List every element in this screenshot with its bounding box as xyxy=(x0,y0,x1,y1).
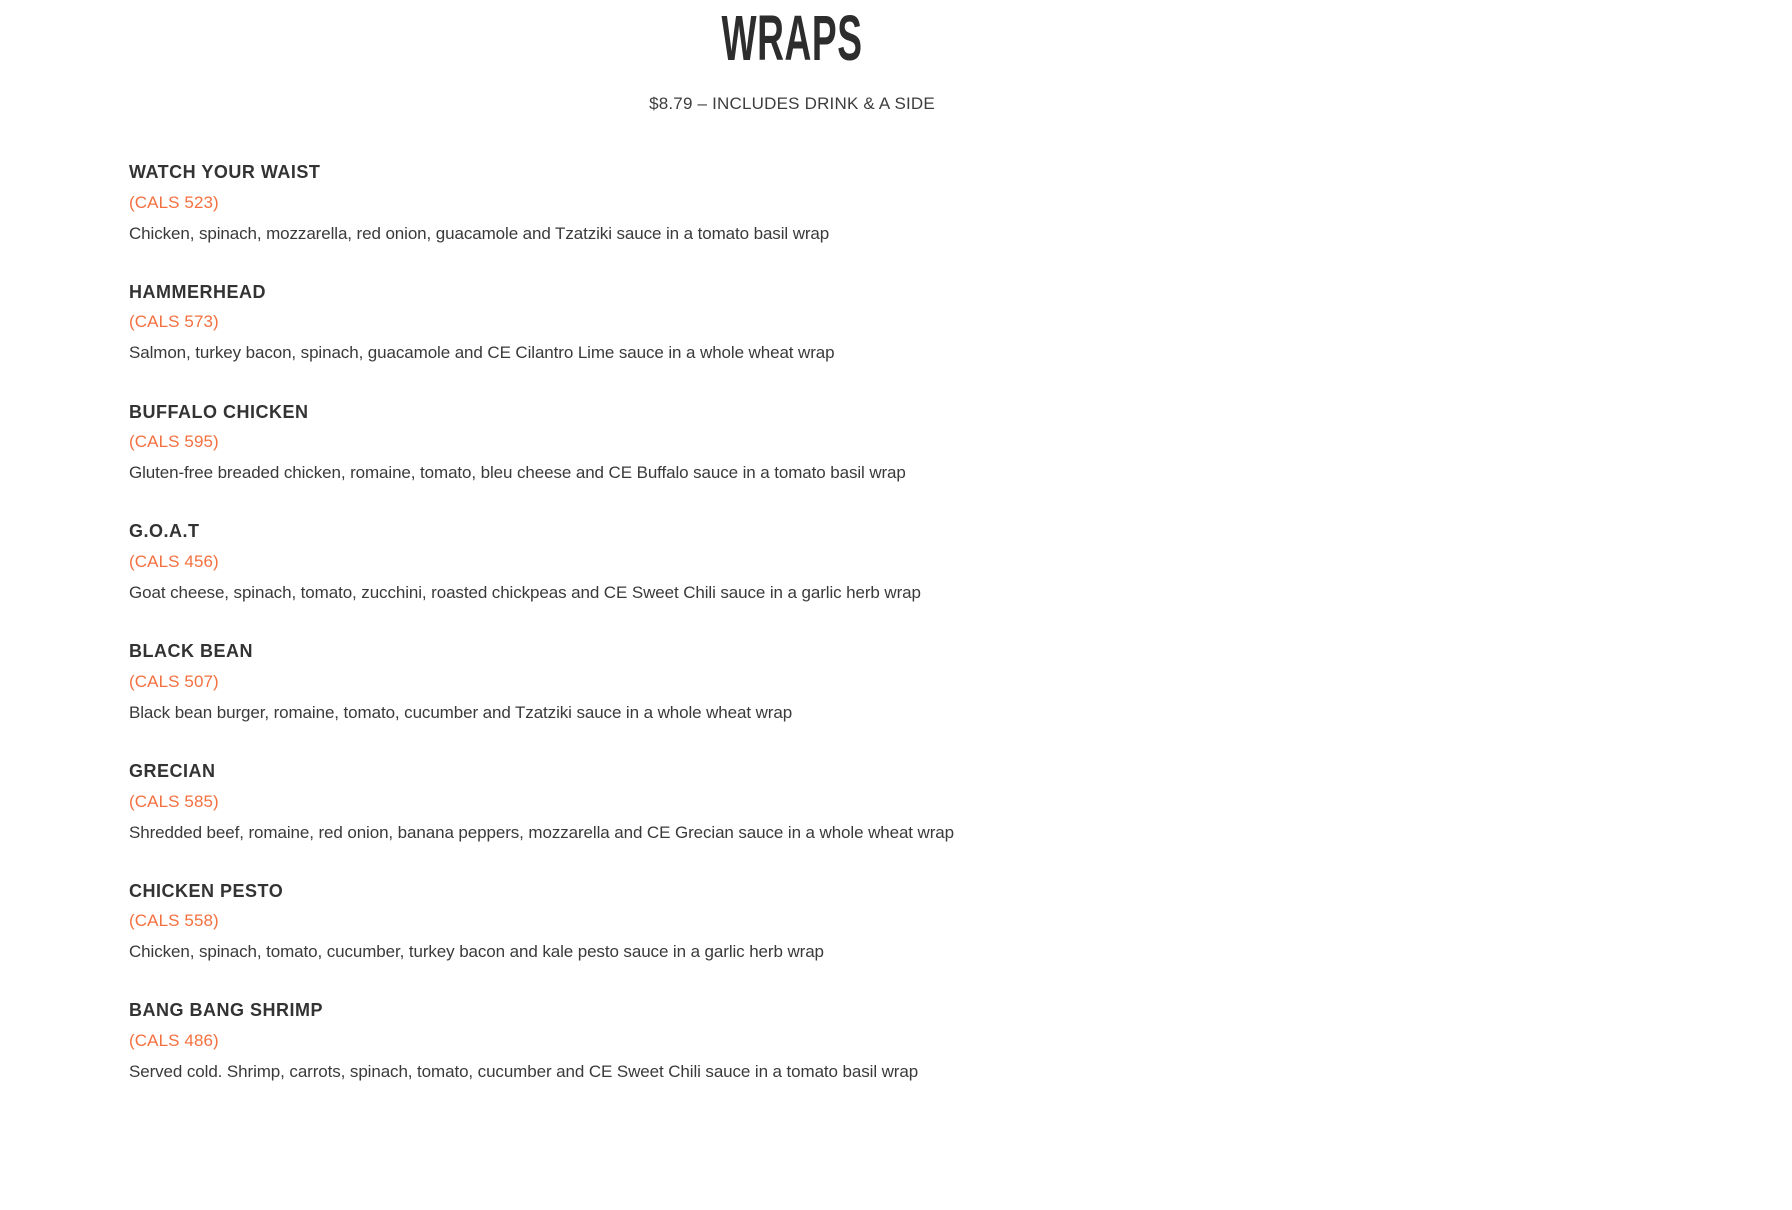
menu-header xyxy=(129,2,1455,114)
menu-item xyxy=(129,881,1455,964)
menu-item-description: Salmon, turkey bacon, spinach, guacamole and CE Cilantro Lime sauce in a whole wheat wrap xyxy=(129,343,835,363)
menu-item-name: CHICKEN PESTO xyxy=(129,880,284,901)
menu-item-calories: (CALS 507) xyxy=(129,671,219,691)
menu-item xyxy=(129,402,1455,485)
menu-item-description: Shredded beef, romaine, red onion, banana peppers, mozzarella and CE Grecian sauce in a whole wheat wrap xyxy=(129,822,954,842)
menu-item-description: Served cold. Shrimp, carrots, spinach, tomato, cucumber and CE Sweet Chili sauce in a tomato basil wrap xyxy=(129,1062,919,1082)
menu-item xyxy=(129,521,1455,604)
menu-item xyxy=(129,761,1455,844)
menu-item-name: BANG BANG SHRIMP xyxy=(129,1000,324,1021)
menu-item xyxy=(129,641,1455,724)
menu-item-description: Gluten-free breaded chicken, romaine, tomato, bleu cheese and CE Buffalo sauce in a tomato basil wrap xyxy=(129,463,906,483)
menu-item-calories: (CALS 456) xyxy=(129,551,219,571)
menu-item-description: Black bean burger, romaine, tomato, cucumber and Tzatziki sauce in a whole wheat wrap xyxy=(129,702,793,722)
menu-item-calories: (CALS 558) xyxy=(129,911,219,931)
menu-item-calories: (CALS 573) xyxy=(129,312,219,332)
menu-item-calories: (CALS 595) xyxy=(129,432,219,452)
menu-subtitle: $8.79 – INCLUDES DRINK & A SIDE xyxy=(649,94,935,113)
menu-item-calories: (CALS 585) xyxy=(129,791,219,811)
menu-item-name: GRECIAN xyxy=(129,760,216,781)
menu-item-name: BUFFALO CHICKEN xyxy=(129,401,309,422)
menu-item-name: G.O.A.T xyxy=(129,521,200,542)
menu-item xyxy=(129,282,1455,365)
menu-item-name: HAMMERHEAD xyxy=(129,281,266,302)
menu-item-description: Chicken, spinach, tomato, cucumber, turkey bacon and kale pesto sauce in a garlic herb wrap xyxy=(129,942,824,962)
menu-item xyxy=(129,1000,1455,1083)
menu-items-list xyxy=(129,162,1455,1083)
menu-item-name: BLACK BEAN xyxy=(129,641,253,662)
page-title: WRAPS xyxy=(721,2,863,74)
menu-item-description: Chicken, spinach, mozzarella, red onion, guacamole and Tzatziki sauce in a tomato basil wrap xyxy=(129,223,830,243)
menu-item-calories: (CALS 523) xyxy=(129,192,219,212)
menu-item xyxy=(129,162,1455,245)
menu-item-description: Goat cheese, spinach, tomato, zucchini, roasted chickpeas and CE Sweet Chili sauce in a garlic herb wrap xyxy=(129,583,921,603)
menu-item-calories: (CALS 486) xyxy=(129,1031,219,1051)
menu-item-name: WATCH YOUR WAIST xyxy=(129,162,321,182)
wraps-menu-section xyxy=(129,0,1455,1083)
